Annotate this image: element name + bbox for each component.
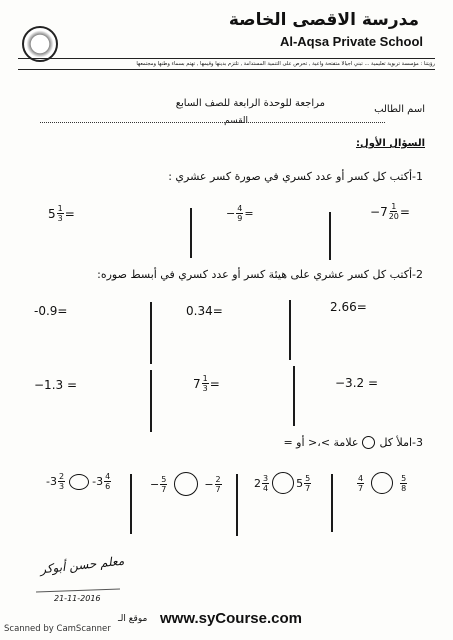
circle-placeholder xyxy=(362,436,375,449)
q2-item-4: −1.3 = xyxy=(34,378,78,392)
answer-divider xyxy=(236,474,238,536)
worksheet-title: مراجعة للوحدة الرابعة للصف السابع xyxy=(175,98,325,109)
q2-item-6: −3.2 = xyxy=(335,376,379,390)
school-logo xyxy=(22,26,58,62)
q1-item-3: − 7 $\frac{1}{20}$ = xyxy=(370,202,410,221)
answer-divider xyxy=(130,474,132,534)
site-url[interactable]: www.syCourse.com xyxy=(160,610,302,627)
q2-item-1: -0.9= xyxy=(34,304,68,318)
school-vision: رؤيتنا : مؤسسة تربوية تعليمية ... تبني أجيالاً متفتحة واعية , تحرص على التنمية المستدامة , تلتزم بدينها وقيمها , تهتم بسماء وطنها ومجتمعها xyxy=(136,61,435,67)
teacher-signature: معلم حسن أبوكر xyxy=(39,553,125,577)
answer-divider xyxy=(150,302,152,364)
answer-divider xyxy=(150,370,152,432)
signature-line xyxy=(36,589,120,593)
q2-item-3: 2.66= xyxy=(330,300,367,314)
q1-item-1: 5 $\frac{1}{3}$ = xyxy=(48,204,75,223)
q3-pair-1: - 3 $\frac{2}{3}$ - 3 $\frac{4}{6}$ xyxy=(46,472,111,491)
student-name-label: اسم الطالب xyxy=(374,104,425,115)
school-name-english: Al-Aqsa Private School xyxy=(279,34,423,49)
comparison-circle[interactable] xyxy=(174,472,198,496)
q1-instruction: 1-أكتب كل كسر أو عدد كسري في صورة كسر عشري : xyxy=(168,170,423,183)
school-name-arabic: مدرسة الاقصى الخاصة xyxy=(228,10,419,30)
site-label-arabic: موقع الـ xyxy=(118,614,148,624)
q2-instruction: 2-أكتب كل كسر عشري على هيئة كسر أو عدد كسري في أبسط صوره: xyxy=(97,268,423,281)
comparison-circle[interactable] xyxy=(272,472,294,494)
q3-instruction: 3-املأ كل علامة >،< أو = xyxy=(283,436,423,449)
question-1-heading: السؤال الأول: xyxy=(356,138,425,149)
signature-date: 21-11-2016 xyxy=(54,594,101,603)
answer-divider xyxy=(190,208,192,258)
q3-pair-2: − $\frac{5}{7}$ − $\frac{2}{7}$ xyxy=(150,472,223,496)
q3-pair-3: 2 $\frac{3}{4}$ 5 $\frac{5}{7}$ xyxy=(254,473,311,493)
answer-divider xyxy=(331,474,333,532)
header-rule xyxy=(18,58,435,59)
answer-divider xyxy=(289,300,291,360)
q2-item-5: 7 $\frac{1}{3}$ = xyxy=(193,374,220,393)
section-label: القسم xyxy=(224,116,248,126)
answer-divider xyxy=(329,212,331,260)
header-rule-bottom xyxy=(18,69,435,70)
answer-divider xyxy=(293,366,295,426)
scanner-watermark: Scanned by CamScanner xyxy=(4,624,111,634)
comparison-circle[interactable] xyxy=(69,474,89,490)
q2-item-2: 0.34= xyxy=(186,304,223,318)
q1-item-2: − $\frac{4}{9}$ = xyxy=(226,204,254,223)
q3-pair-4: $\frac{4}{7}$ $\frac{5}{8}$ xyxy=(358,473,407,493)
comparison-circle[interactable] xyxy=(371,472,393,494)
name-dotted-line xyxy=(40,122,385,123)
